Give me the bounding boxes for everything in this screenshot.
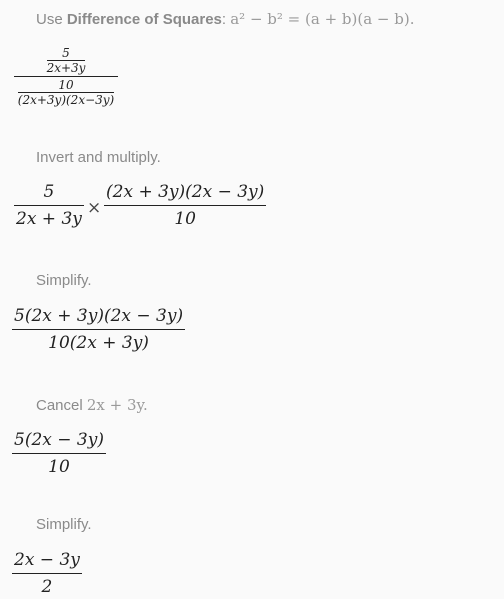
step-2-left-numerator: 5 bbox=[43, 182, 55, 202]
step-2-left-denominator: 2x + 3y bbox=[16, 209, 82, 229]
step-4-fraction bbox=[12, 430, 106, 477]
step-2-right-fraction bbox=[104, 182, 266, 229]
step-3-fraction bbox=[12, 306, 185, 353]
step-4-instruction-prefix: Cancel bbox=[36, 397, 87, 414]
step-5-instruction: Simplify. bbox=[36, 516, 92, 533]
step-1-inner-num-top: 5 bbox=[62, 46, 70, 60]
step-1-formula: a² − b² = (a + b)(a − b). bbox=[230, 10, 415, 28]
step-5-numerator: 2x − 3y bbox=[14, 550, 80, 570]
step-1-instruction bbox=[36, 10, 415, 28]
step-4-instruction bbox=[36, 396, 148, 414]
step-1-outer-denominator bbox=[17, 77, 115, 107]
step-3-instruction: Simplify. bbox=[36, 272, 92, 289]
step-1-inner-den-bottom: (2x+3y)(2x−3y) bbox=[17, 93, 115, 107]
step-5-fraction bbox=[12, 550, 82, 597]
step-2-instruction: Invert and multiply. bbox=[36, 149, 161, 166]
step-3-denominator: 10(2x + 3y) bbox=[48, 333, 149, 353]
step-1-instruction-prefix: Use bbox=[36, 11, 67, 28]
step-4-numerator: 5(2x − 3y) bbox=[14, 430, 104, 450]
step-1-inner-den-top: 2x+3y bbox=[46, 61, 86, 75]
multiply-sign: × bbox=[87, 198, 102, 218]
step-4-denominator: 10 bbox=[48, 457, 70, 477]
step-2-right-denominator: 10 bbox=[174, 209, 196, 229]
step-1-instruction-suffix: : bbox=[221, 11, 231, 28]
step-1-inner-num-bottom: 10 bbox=[58, 78, 74, 92]
step-2-left-fraction bbox=[14, 182, 84, 229]
step-3-numerator: 5(2x + 3y)(2x − 3y) bbox=[14, 306, 184, 326]
step-1-method-name: Difference of Squares bbox=[66, 11, 222, 28]
step-2-right-numerator: (2x + 3y)(2x − 3y) bbox=[106, 182, 265, 202]
step-1-outer-numerator bbox=[46, 46, 87, 76]
step-1-complex-fraction bbox=[14, 46, 118, 107]
step-5-denominator: 2 bbox=[41, 577, 53, 597]
step-4-cancel-term: 2x + 3y. bbox=[86, 396, 148, 414]
